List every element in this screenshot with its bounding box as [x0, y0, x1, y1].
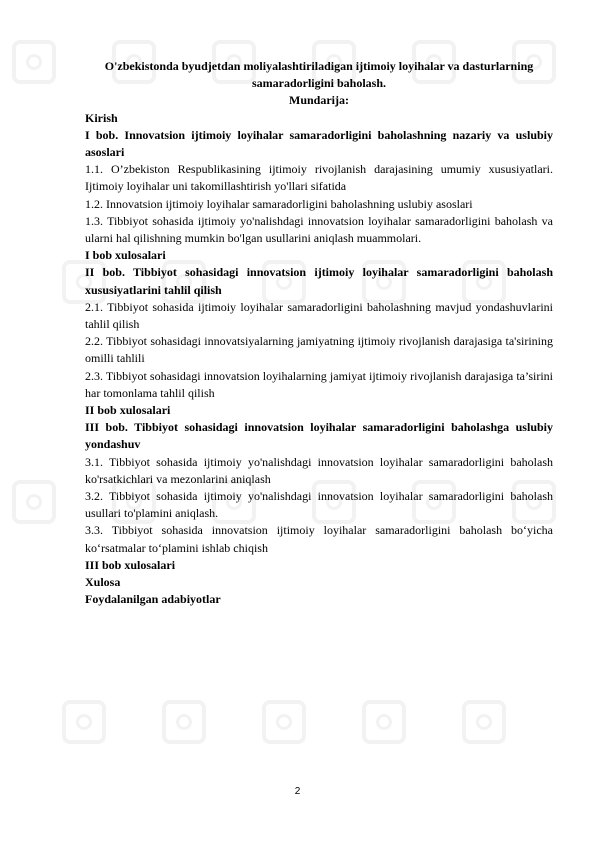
watermark-logo-icon	[62, 700, 106, 744]
toc-section-heading: I bob. Innovatsion ijtimoiy loyihalar samaradorligini baholashning nazariy va uslubiy asoslari	[85, 127, 553, 160]
document-page	[85, 58, 553, 609]
toc-entry: 1.3. Tibbiyot sohasida ijtimoiy yo'nalishdagi innovatsion loyihalar samaradorligini baholash va ularni hal qilishning mumkin bo'lgan usullarini aniqlash muammolari.	[85, 213, 553, 246]
toc-section-heading: II bob. Tibbiyot sohasidagi innovatsion ijtimoiy loyihalar samaradorligini baholash xususiyatlarini tahlil qilish	[85, 265, 553, 297]
table-of-contents	[85, 110, 553, 609]
document-title: O'zbekistonda byudjetdan moliyalashtiriladigan ijtimoiy loyihalar va dasturlarning samaradorligini baholash.	[104, 59, 534, 91]
toc-section-heading: III bob xulosalari	[85, 557, 176, 572]
toc-entry: 2.2. Tibbiyot sohasidagi innovatsiyalarning jamiyatning ijtimoiy rivojlanish darajasiga ta'sirining omilli tahlili	[85, 334, 553, 366]
table-of-contents-heading: Mundarija:	[289, 93, 349, 108]
toc-entry: 1.2. Innovatsion ijtimoiy loyihalar samaradorligini baholashning uslubiy asoslari	[85, 196, 473, 211]
toc-entry: 1.1. O’zbekiston Respublikasining ijtimoiy rivojlanish darajasining umumiy xususiyatlari. Ijtimoiy loyihalar uni takomillashtirish yo'llari sifatida	[85, 162, 553, 194]
watermark-logo-icon	[12, 40, 56, 84]
page-number: 2	[294, 786, 301, 797]
toc-section-heading: III bob. Tibbiyot sohasidagi innovatsion loyihalar samaradorligini baholashga uslubiy yondashuv	[85, 420, 553, 452]
toc-entry: 3.3. Tibbiyot sohasida innovatsion ijtimoiy loyihalar samaradorligini baholash bo‘yicha ko‘rsatmalar to‘plamini ishlab chiqish	[85, 523, 553, 555]
toc-entry: 3.1. Tibbiyot sohasida ijtimoiy yo'nalishdagi innovatsion loyihalar samaradorligini baholash ko'rsatkichlari va mezonlarini aniqlash	[85, 454, 553, 486]
toc-entry: 3.2. Tibbiyot sohasida ijtimoiy yo'nalishdagi innovatsion loyihalar samaradorligini baholash usullari to'plamini aniqlash.	[85, 489, 553, 521]
toc-section-heading: Xulosa	[85, 575, 121, 590]
watermark-logo-icon	[362, 700, 406, 744]
toc-entry: 2.3. Tibbiyot sohasidagi innovatsion loyihalarning jamiyat ijtimoiy rivojlanish darajasiga ta’sirini har tomonlama tahlil qilish	[85, 368, 553, 400]
toc-section-heading: I bob xulosalari	[85, 248, 166, 263]
toc-section-heading: II bob xulosalari	[85, 403, 171, 418]
watermark-logo-icon	[262, 700, 306, 744]
watermark-logo-icon	[162, 700, 206, 744]
toc-section-heading: Kirish	[85, 110, 118, 125]
watermark-logo-icon	[12, 480, 56, 524]
watermark-logo-icon	[462, 700, 506, 744]
toc-entry: 2.1. Tibbiyot sohasida ijtimoiy loyihalar samaradorligini baholashning mavjud yondashuvlarini tahlil qilish	[85, 299, 553, 332]
toc-section-heading: Foydalanilgan adabiyotlar	[85, 592, 221, 607]
